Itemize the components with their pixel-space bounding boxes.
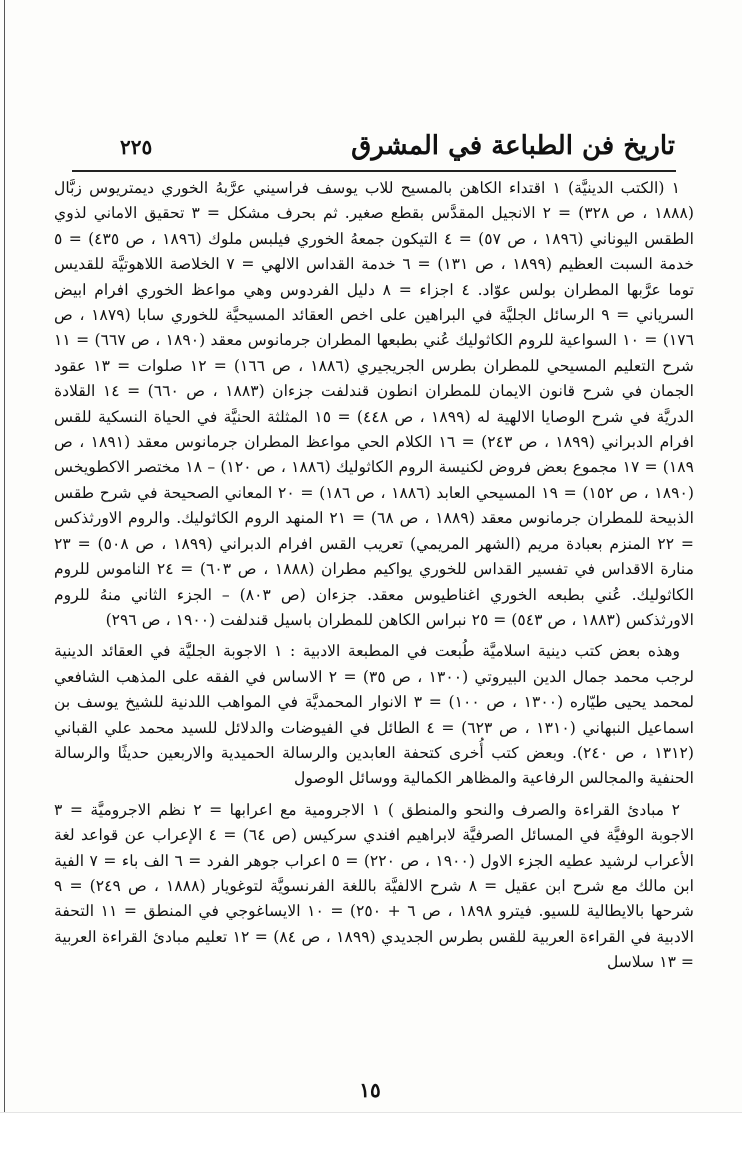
paragraph-islamic-books: وهذه بعض كتب دينية اسلاميَّة طُبعت في المطبعة الادبية : ١ الاجوبة الجليَّة في العقائد الدينية لرجب محمد جمال الدين البيروتي (١٣٠٠ ، ص ٣٥) = ٢ الاساس في الفقه على المذهب الشافعي لمحمد يحيى طيّاره (١٣٠٠ ، ص ١٠٠) = ٣ الانوار المحمديَّة في المواهب اللدنية للشيخ يوسف بن اسماعيل النبهاني (١٣١٠ ، ص ٦٢٣) = ٤ الطائل في الفيوضات والدلائل للسيد محمد علي القباني (١٣١٢ ، ص ٢٤٠). وبعض كتب أُخرى كتحفة العابدين والرسالة الحميدية والاربعين حديثًا والرسالة الحنفية والمجالس الرفاعية والمظاهر الكمالية ووسائل الوصول (54, 642, 694, 788)
page-number-bottom: ١٥ (359, 1078, 381, 1102)
header-rule (72, 170, 676, 172)
body-text (54, 176, 694, 976)
paragraph-religious-books: ١ (الكتب الدينيَّة) ١ اقتداء الكاهن بالمسيح للاب يوسف فراسيني عرَّبهُ الخوري ديمتريوس زبَّال (١٨٨٨ ، ص ٣٢٨) = ٢ الانجيل المقدَّس بقطع صغير. ثم بحرف مشكل = ٣ تحقيق الاماني لذوي الطقس اليوناني (١٨٩٦ ، ص ٥٧) = ٤ التيكون جمعهُ الخوري فيلبس ملوك (١٨٩٦ ، ص ٤٣٥) = ٥ خدمة السبت العظيم (١٨٩٩ ، ص ١٣١) = ٦ خدمة القداس الالهي = ٧ الخلاصة اللاهوتيَّة للقديس توما عرَّبها المطران بولس عوّاد. ٤ اجزاء = ٨ دليل الفردوس وهي مواعظ الخوري افرام ابيض السرياني = ٩ الرسائل الجليَّة في البراهين على اخص العقائد المسيحيَّة للخوري سابا (١٨٧٩ ، ص ١٧٦) = ١٠ السواعية للروم الكاثوليك عُني بطبعها المطران جرمانوس معقد (١٨٩٠ ، ص ٦٦٧) = ١١ شرح التعليم المسيحي للمطران بطرس الجريجيري (١٨٨٦ ، ص ١٦٦) = ١٢ صلوات = ١٣ عقود الجمان في شرح قانون الايمان للمطران انطون قندلفت جزءان (١٨٨٣ ، ص ٦٦٠) = ١٤ القلادة الدريَّة في شرح الوصايا الالهية له (١٨٩٩ ، ص ٤٤٨) = ١٥ المثلثة الحنيَّة في الحياة النسكية للقس افرام الدبراني (١٨٩٩ ، ص ٢٤٣) = ١٦ الكلام الحي مواعظ المطران جرمانوس معقد (١٨٩١ ، ص ١٨٩) = ١٧ مجموع بعض فروض لكنيسة الروم الكاثوليك (١٨٨٦ ، ص ١٢٠) – ١٨ مختصر الاكطويخس (١٨٩٠ ، ص ١٥٢) = ١٩ المسيحي العابد (١٨٨٦ ، ص ١٨٦) = ٢٠ المعاني الصحيحة في شرح طقس الذبيحة للمطران جرمانوس معقد (١٨٨٩ ، ص ٦٨) = ٢١ المنهد الروم الكاثوليك. والروم الاورثذكس = ٢٢ المنزم بعبادة مريم (الشهر المريمي) تعريب القس افرام الدبراني (١٨٩٩ ، ص ٥٠٨) = ٢٣ منارة الاقداس في تفسير القداس للخوري يواكيم مطران (١٨٨٨ ، ص ٦٠٣) = ٢٤ الناموس للروم الكاثوليك. عُني بطبعه الخوري اغناطيوس معقد. جزءان (ص ٨٠٣) – الجزء الثاني منهُ للروم الاورثذكس (١٨٨٣ ، ص ٥٤٣) = ٢٥ نبراس الكاهن للمطران باسيل قندلفت (١٩٠٠ ، ص ٢٩٦) (54, 179, 695, 629)
page-header (120, 128, 675, 168)
page-edge-line (4, 0, 5, 1171)
page-number-top: ٢٢٥ (120, 135, 153, 159)
paragraph-grammar-books: ٢ مبادئ القراءة والصرف والنحو والمنطق ) ١ الاجرومية مع اعرابها = ٢ نظم الاجروميَّة = ٣ الاجوبة الوفيَّة في المسائل الصرفيَّة لابراهيم افندي سركيس (ص ٦٤) = ٤ الإعراب عن قواعد لغة الأعراب لرشيد عطيه الجزء الاول (١٩٠٠ ، ص ٢٢٠) = ٥ اعراب جوهر الفرد = ٦ الف باء = ٧ الفية ابن مالك مع شرح ابن عقيل = ٨ شرح الالفيَّة باللغة الفرنسويَّة لتوغويار (١٨٨٨ ، ص ٢٤٩) = ٩ شرحها بالايطالية للسيو. فيترو ١٨٩٨ ، ص ٦ + ٢٥٠) = ١٠ الايساغوجي في المنطق = ١١ التحفة الادبية في القراءة العربية للقس بطرس الجديدي (١٨٩٩ ، ص ٨٤) = ١٢ تعليم مبادئ القراءة العربية = ١٣ سلاسل (54, 800, 694, 972)
bottom-margin (0, 1113, 742, 1171)
running-title: تاريخ فن الطباعة في المشرق (351, 131, 675, 161)
